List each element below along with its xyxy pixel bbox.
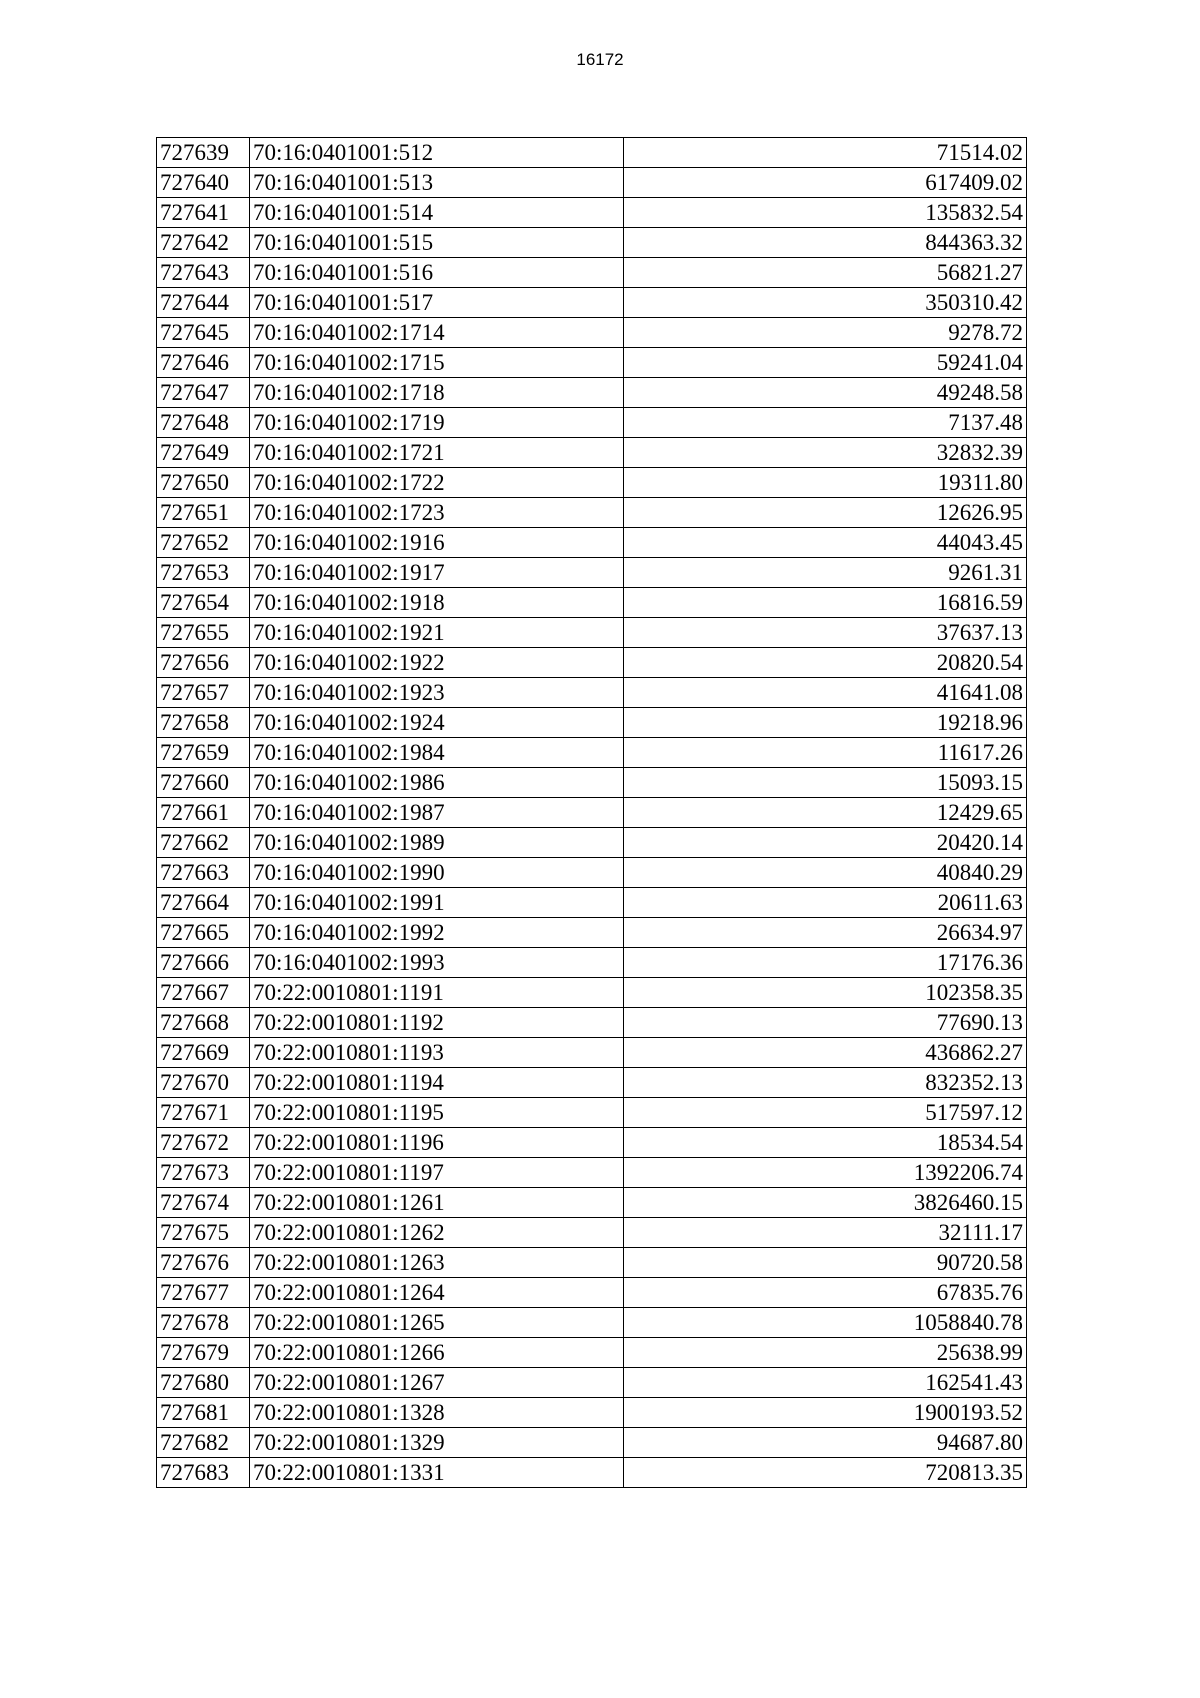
value-cell: 12626.95 — [624, 498, 1027, 528]
table-row — [157, 408, 1027, 438]
row-number-cell: 727662 — [157, 828, 250, 858]
row-number-cell: 727657 — [157, 678, 250, 708]
value-cell: 19218.96 — [624, 708, 1027, 738]
row-number-cell: 727648 — [157, 408, 250, 438]
table-row — [157, 468, 1027, 498]
table-row — [157, 768, 1027, 798]
value-cell: 20420.14 — [624, 828, 1027, 858]
row-number-cell: 727679 — [157, 1338, 250, 1368]
row-number-cell: 727664 — [157, 888, 250, 918]
row-number-cell: 727647 — [157, 378, 250, 408]
cadastral-number-cell: 70:16:0401002:1991 — [250, 888, 624, 918]
cadastral-number-cell: 70:16:0401002:1714 — [250, 318, 624, 348]
value-cell: 7137.48 — [624, 408, 1027, 438]
table-body — [157, 138, 1027, 1488]
cadastral-number-cell: 70:16:0401001:517 — [250, 288, 624, 318]
value-cell: 59241.04 — [624, 348, 1027, 378]
row-number-cell: 727645 — [157, 318, 250, 348]
table-row — [157, 1188, 1027, 1218]
cadastral-number-cell: 70:16:0401002:1922 — [250, 648, 624, 678]
row-number-cell: 727661 — [157, 798, 250, 828]
table-row — [157, 1098, 1027, 1128]
table-row — [157, 1278, 1027, 1308]
cadastral-number-cell: 70:16:0401002:1723 — [250, 498, 624, 528]
row-number-cell: 727639 — [157, 138, 250, 168]
value-cell: 20611.63 — [624, 888, 1027, 918]
cadastral-number-cell: 70:16:0401002:1722 — [250, 468, 624, 498]
table-row — [157, 228, 1027, 258]
value-cell: 1392206.74 — [624, 1158, 1027, 1188]
row-number-cell: 727651 — [157, 498, 250, 528]
table-row — [157, 168, 1027, 198]
table-row — [157, 1128, 1027, 1158]
value-cell: 1900193.52 — [624, 1398, 1027, 1428]
row-number-cell: 727642 — [157, 228, 250, 258]
table-row — [157, 1368, 1027, 1398]
value-cell: 102358.35 — [624, 978, 1027, 1008]
row-number-cell: 727663 — [157, 858, 250, 888]
row-number-cell: 727665 — [157, 918, 250, 948]
table-row — [157, 648, 1027, 678]
cadastral-number-cell: 70:16:0401001:513 — [250, 168, 624, 198]
cadastral-number-cell: 70:22:0010801:1331 — [250, 1458, 624, 1488]
value-cell: 135832.54 — [624, 198, 1027, 228]
value-cell: 12429.65 — [624, 798, 1027, 828]
row-number-cell: 727672 — [157, 1128, 250, 1158]
value-cell: 162541.43 — [624, 1368, 1027, 1398]
cadastral-number-cell: 70:16:0401001:512 — [250, 138, 624, 168]
table-row — [157, 618, 1027, 648]
value-cell: 832352.13 — [624, 1068, 1027, 1098]
value-cell: 25638.99 — [624, 1338, 1027, 1368]
value-cell: 720813.35 — [624, 1458, 1027, 1488]
row-number-cell: 727667 — [157, 978, 250, 1008]
table-row — [157, 138, 1027, 168]
value-cell: 71514.02 — [624, 138, 1027, 168]
table-row — [157, 1308, 1027, 1338]
value-cell: 9278.72 — [624, 318, 1027, 348]
cadastral-number-cell: 70:16:0401002:1992 — [250, 918, 624, 948]
table-row — [157, 1008, 1027, 1038]
cadastral-number-cell: 70:16:0401002:1921 — [250, 618, 624, 648]
row-number-cell: 727670 — [157, 1068, 250, 1098]
value-cell: 20820.54 — [624, 648, 1027, 678]
cadastral-number-cell: 70:16:0401001:515 — [250, 228, 624, 258]
table-row — [157, 198, 1027, 228]
cadastral-number-cell: 70:22:0010801:1329 — [250, 1428, 624, 1458]
row-number-cell: 727669 — [157, 1038, 250, 1068]
cadastral-number-cell: 70:16:0401002:1987 — [250, 798, 624, 828]
cadastral-number-cell: 70:22:0010801:1192 — [250, 1008, 624, 1038]
value-cell: 18534.54 — [624, 1128, 1027, 1158]
table-row — [157, 498, 1027, 528]
cadastral-number-cell: 70:16:0401002:1718 — [250, 378, 624, 408]
value-cell: 436862.27 — [624, 1038, 1027, 1068]
cadastral-number-cell: 70:16:0401002:1989 — [250, 828, 624, 858]
row-number-cell: 727646 — [157, 348, 250, 378]
value-cell: 19311.80 — [624, 468, 1027, 498]
row-number-cell: 727673 — [157, 1158, 250, 1188]
value-cell: 32111.17 — [624, 1218, 1027, 1248]
cadastral-number-cell: 70:16:0401002:1986 — [250, 768, 624, 798]
value-cell: 37637.13 — [624, 618, 1027, 648]
cadastral-number-cell: 70:16:0401001:514 — [250, 198, 624, 228]
row-number-cell: 727675 — [157, 1218, 250, 1248]
row-number-cell: 727671 — [157, 1098, 250, 1128]
row-number-cell: 727674 — [157, 1188, 250, 1218]
value-cell: 67835.76 — [624, 1278, 1027, 1308]
cadastral-number-cell: 70:22:0010801:1264 — [250, 1278, 624, 1308]
value-cell: 77690.13 — [624, 1008, 1027, 1038]
table-row — [157, 1248, 1027, 1278]
table-row — [157, 318, 1027, 348]
table-row — [157, 888, 1027, 918]
cadastral-number-cell: 70:22:0010801:1197 — [250, 1158, 624, 1188]
value-cell: 1058840.78 — [624, 1308, 1027, 1338]
row-number-cell: 727682 — [157, 1428, 250, 1458]
value-cell: 49248.58 — [624, 378, 1027, 408]
row-number-cell: 727668 — [157, 1008, 250, 1038]
cadastral-number-cell: 70:22:0010801:1193 — [250, 1038, 624, 1068]
value-cell: 517597.12 — [624, 1098, 1027, 1128]
value-cell: 41641.08 — [624, 678, 1027, 708]
row-number-cell: 727650 — [157, 468, 250, 498]
cadastral-number-cell: 70:16:0401002:1918 — [250, 588, 624, 618]
value-cell: 350310.42 — [624, 288, 1027, 318]
table-row — [157, 1068, 1027, 1098]
value-cell: 9261.31 — [624, 558, 1027, 588]
row-number-cell: 727656 — [157, 648, 250, 678]
cadastral-number-cell: 70:16:0401002:1923 — [250, 678, 624, 708]
cadastral-number-cell: 70:16:0401001:516 — [250, 258, 624, 288]
table-row — [157, 978, 1027, 1008]
row-number-cell: 727678 — [157, 1308, 250, 1338]
table-row — [157, 348, 1027, 378]
cadastral-number-cell: 70:16:0401002:1719 — [250, 408, 624, 438]
row-number-cell: 727641 — [157, 198, 250, 228]
row-number-cell: 727643 — [157, 258, 250, 288]
table-row — [157, 1398, 1027, 1428]
table-row — [157, 678, 1027, 708]
cadastral-number-cell: 70:16:0401002:1721 — [250, 438, 624, 468]
table-row — [157, 438, 1027, 468]
table-row — [157, 288, 1027, 318]
table-row — [157, 858, 1027, 888]
row-number-cell: 727640 — [157, 168, 250, 198]
table-row — [157, 528, 1027, 558]
row-number-cell: 727652 — [157, 528, 250, 558]
table-row — [157, 258, 1027, 288]
row-number-cell: 727683 — [157, 1458, 250, 1488]
table-row — [157, 1218, 1027, 1248]
cadastral-number-cell: 70:22:0010801:1191 — [250, 978, 624, 1008]
cadastral-number-cell: 70:16:0401002:1924 — [250, 708, 624, 738]
row-number-cell: 727676 — [157, 1248, 250, 1278]
table-row — [157, 588, 1027, 618]
row-number-cell: 727655 — [157, 618, 250, 648]
cadastral-number-cell: 70:22:0010801:1196 — [250, 1128, 624, 1158]
cadastral-number-cell: 70:16:0401002:1990 — [250, 858, 624, 888]
table-row — [157, 828, 1027, 858]
cadastral-number-cell: 70:22:0010801:1195 — [250, 1098, 624, 1128]
table-row — [157, 378, 1027, 408]
row-number-cell: 727653 — [157, 558, 250, 588]
cadastral-number-cell: 70:22:0010801:1267 — [250, 1368, 624, 1398]
row-number-cell: 727649 — [157, 438, 250, 468]
table-row — [157, 918, 1027, 948]
row-number-cell: 727644 — [157, 288, 250, 318]
cadastral-number-cell: 70:22:0010801:1194 — [250, 1068, 624, 1098]
row-number-cell: 727677 — [157, 1278, 250, 1308]
cadastral-number-cell: 70:16:0401002:1916 — [250, 528, 624, 558]
cadastral-number-cell: 70:22:0010801:1328 — [250, 1398, 624, 1428]
table-row — [157, 948, 1027, 978]
value-cell: 94687.80 — [624, 1428, 1027, 1458]
table-row — [157, 1158, 1027, 1188]
cadastral-number-cell: 70:16:0401002:1715 — [250, 348, 624, 378]
value-cell: 26634.97 — [624, 918, 1027, 948]
cadastral-number-cell: 70:22:0010801:1262 — [250, 1218, 624, 1248]
value-cell: 16816.59 — [624, 588, 1027, 618]
value-cell: 3826460.15 — [624, 1188, 1027, 1218]
row-number-cell: 727654 — [157, 588, 250, 618]
table-row — [157, 1038, 1027, 1068]
row-number-cell: 727658 — [157, 708, 250, 738]
cadastral-number-cell: 70:22:0010801:1261 — [250, 1188, 624, 1218]
row-number-cell: 727660 — [157, 768, 250, 798]
table-row — [157, 1458, 1027, 1488]
table-row — [157, 558, 1027, 588]
value-cell: 90720.58 — [624, 1248, 1027, 1278]
cadastral-number-cell: 70:16:0401002:1993 — [250, 948, 624, 978]
cadastral-number-cell: 70:16:0401002:1917 — [250, 558, 624, 588]
cadastral-number-cell: 70:16:0401002:1984 — [250, 738, 624, 768]
value-cell: 11617.26 — [624, 738, 1027, 768]
value-cell: 617409.02 — [624, 168, 1027, 198]
table-row — [157, 708, 1027, 738]
value-cell: 40840.29 — [624, 858, 1027, 888]
value-cell: 44043.45 — [624, 528, 1027, 558]
table-row — [157, 1338, 1027, 1368]
cadastral-number-cell: 70:22:0010801:1265 — [250, 1308, 624, 1338]
table-row — [157, 1428, 1027, 1458]
value-cell: 32832.39 — [624, 438, 1027, 468]
row-number-cell: 727680 — [157, 1368, 250, 1398]
table-row — [157, 798, 1027, 828]
page-number: 16172 — [576, 50, 624, 69]
row-number-cell: 727666 — [157, 948, 250, 978]
row-number-cell: 727659 — [157, 738, 250, 768]
value-cell: 844363.32 — [624, 228, 1027, 258]
value-cell: 15093.15 — [624, 768, 1027, 798]
row-number-cell: 727681 — [157, 1398, 250, 1428]
cadastral-number-cell: 70:22:0010801:1263 — [250, 1248, 624, 1278]
value-cell: 17176.36 — [624, 948, 1027, 978]
table-row — [157, 738, 1027, 768]
cadastral-number-cell: 70:22:0010801:1266 — [250, 1338, 624, 1368]
data-table — [156, 137, 1027, 1488]
value-cell: 56821.27 — [624, 258, 1027, 288]
